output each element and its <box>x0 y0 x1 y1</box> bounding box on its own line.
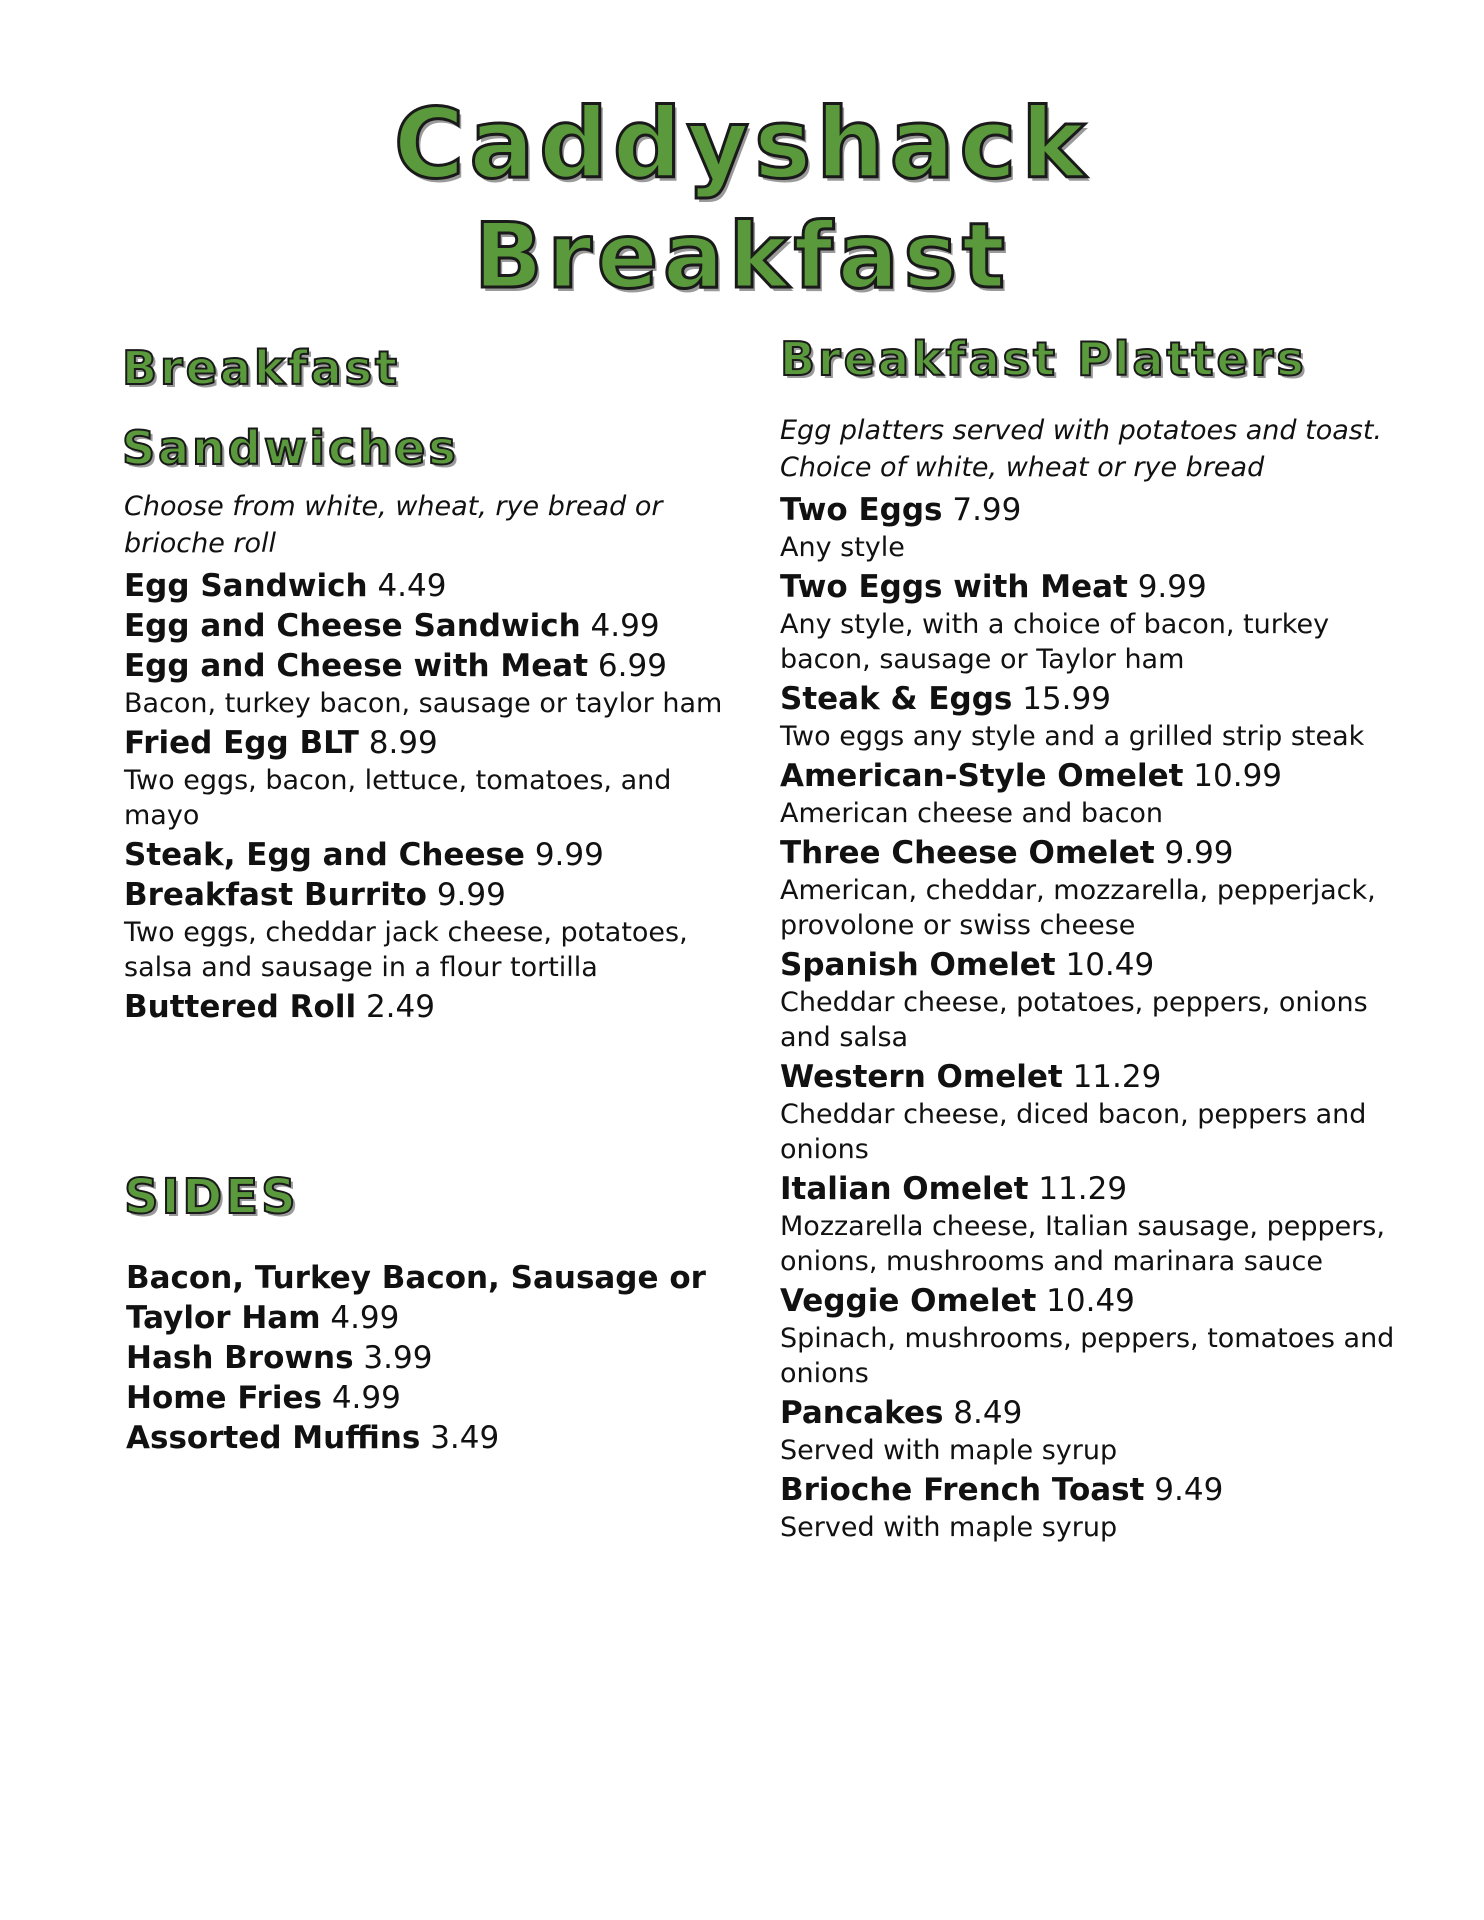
menu-item-price: 10.49 <box>1065 947 1155 983</box>
menu-item-price: 15.99 <box>1022 681 1111 717</box>
menu-item-name: Fried Egg BLT <box>124 725 359 761</box>
menu-item-name: Egg Sandwich <box>124 568 368 604</box>
menu-item-price: 10.49 <box>1046 1283 1135 1319</box>
menu-item-price: 9.99 <box>436 877 506 913</box>
menu-item <box>780 567 1420 607</box>
menu-item-price: 2.49 <box>365 989 435 1025</box>
menu-item-price: 8.99 <box>368 725 438 761</box>
menu-item-description: American cheese and bacon <box>780 798 1164 829</box>
menu-item-price: 11.29 <box>1038 1171 1128 1207</box>
menu-item-price: 8.49 <box>953 1395 1023 1431</box>
sandwiches-items <box>124 566 744 1027</box>
menu-item-description: Served with maple syrup <box>780 1435 1118 1466</box>
menu-item-price: 9.99 <box>534 837 604 873</box>
menu-item-price: 4.99 <box>590 608 660 644</box>
menu-item-name: Egg and Cheese Sandwich <box>124 608 581 644</box>
sides-heading: SIDES <box>124 1169 299 1225</box>
menu-item-price: 11.29 <box>1072 1059 1162 1095</box>
menu-item-name: Steak, Egg and Cheese <box>124 837 525 873</box>
menu-item-name: Veggie Omelet <box>780 1283 1037 1319</box>
menu-item-price: 6.99 <box>597 648 667 684</box>
menu-item-price: 4.99 <box>331 1380 401 1416</box>
menu-item-description: Two eggs, cheddar jack cheese, potatoes, salsa and sausage in a flour tortilla <box>124 917 688 983</box>
menu-item <box>124 835 744 875</box>
menu-item <box>126 1338 746 1378</box>
menu-item-price: 3.99 <box>363 1340 433 1376</box>
menu-item-name: American-Style Omelet <box>780 758 1184 794</box>
menu-item-price: 7.99 <box>952 492 1022 528</box>
menu-item <box>780 1057 1420 1097</box>
menu-item-name: Hash Browns <box>126 1340 354 1376</box>
menu-item-price: 9.49 <box>1154 1472 1224 1508</box>
menu-item <box>126 1258 746 1338</box>
menu-item-description: Bacon, turkey bacon, sausage or taylor ham <box>124 688 723 719</box>
menu-item-price: 4.49 <box>377 568 447 604</box>
menu-item <box>124 566 744 606</box>
breakfast-sandwiches-heading: Breakfast Sandwiches <box>122 341 459 475</box>
menu-item <box>780 1393 1420 1433</box>
menu-item-name: Three Cheese Omelet <box>780 835 1155 871</box>
menu-item-price: 10.99 <box>1193 758 1283 794</box>
menu-title-line-1: Caddyshack <box>393 88 1091 200</box>
menu-item-name: Egg and Cheese with Meat <box>124 648 589 684</box>
menu-item-name: Steak & Eggs <box>780 681 1013 717</box>
menu-item <box>780 679 1420 719</box>
menu-item-description: American, cheddar, mozzarella, pepperjack, provolone or swiss cheese <box>780 875 1376 941</box>
menu-item-description: Served with maple syrup <box>780 1512 1118 1543</box>
sides-list <box>126 1258 746 1458</box>
menu-item <box>124 606 744 646</box>
menu-item-description: Any style, with a choice of bacon, turkey bacon, sausage or Taylor ham <box>780 609 1330 675</box>
sandwiches-list <box>124 488 744 1027</box>
menu-item-description: Cheddar cheese, potatoes, peppers, onions and salsa <box>780 987 1368 1053</box>
menu-item <box>780 1169 1420 1209</box>
platters-items <box>780 490 1420 1545</box>
menu-item <box>124 646 744 686</box>
menu-item <box>780 833 1420 873</box>
menu-item-description: Two eggs, bacon, lettuce, tomatoes, and mayo <box>124 765 672 831</box>
menu-item-price: 4.99 <box>330 1300 400 1336</box>
menu-item <box>126 1378 746 1418</box>
menu-item <box>124 875 744 915</box>
menu-item-name: Pancakes <box>780 1395 944 1431</box>
menu-item <box>126 1418 746 1458</box>
menu-item-price: 9.99 <box>1164 835 1234 871</box>
menu-item-name: Bacon, Turkey Bacon, Sausage or Taylor Ham <box>126 1260 706 1336</box>
menu-item <box>780 756 1420 796</box>
menu-item-name: Brioche French Toast <box>780 1472 1145 1508</box>
menu-item <box>780 1281 1420 1321</box>
menu-item-name: Two Eggs with Meat <box>780 569 1128 605</box>
menu-item-description: Mozzarella cheese, Italian sausage, peppers, onions, mushrooms and marinara sauce <box>780 1211 1385 1277</box>
menu-item-description: Any style <box>780 532 905 563</box>
breakfast-platters-heading: Breakfast Platters <box>780 332 1307 386</box>
menu-item-description: Two eggs any style and a grilled strip steak <box>780 721 1365 752</box>
menu-item <box>780 490 1420 530</box>
menu-item-name: Home Fries <box>126 1380 322 1416</box>
menu-item-description: Spinach, mushrooms, peppers, tomatoes and onions <box>780 1323 1395 1389</box>
menu-item-name: Assorted Muffins <box>126 1420 421 1456</box>
menu-item <box>780 945 1420 985</box>
menu-item-name: Breakfast Burrito <box>124 877 427 913</box>
sandwiches-note: Choose from white, wheat, rye bread or brioche roll <box>124 491 663 559</box>
menu-item-name: Western Omelet <box>780 1059 1063 1095</box>
platters-note: Egg platters served with potatoes and toast. Choice of white, wheat or rye bread <box>780 415 1383 483</box>
menu-item-description: Cheddar cheese, diced bacon, peppers and onions <box>780 1099 1367 1165</box>
platters-list <box>780 412 1420 1547</box>
menu-item-name: Italian Omelet <box>780 1171 1029 1207</box>
menu-item-name: Spanish Omelet <box>780 947 1056 983</box>
menu-item <box>124 723 744 763</box>
menu-title-line-2: Breakfast <box>473 204 1011 309</box>
menu-item-name: Buttered Roll <box>124 989 357 1025</box>
menu-item-price: 3.49 <box>430 1420 500 1456</box>
menu-item <box>780 1470 1420 1510</box>
menu-item-price: 9.99 <box>1137 569 1207 605</box>
menu-item-name: Two Eggs <box>780 492 943 528</box>
menu-item <box>124 987 744 1027</box>
